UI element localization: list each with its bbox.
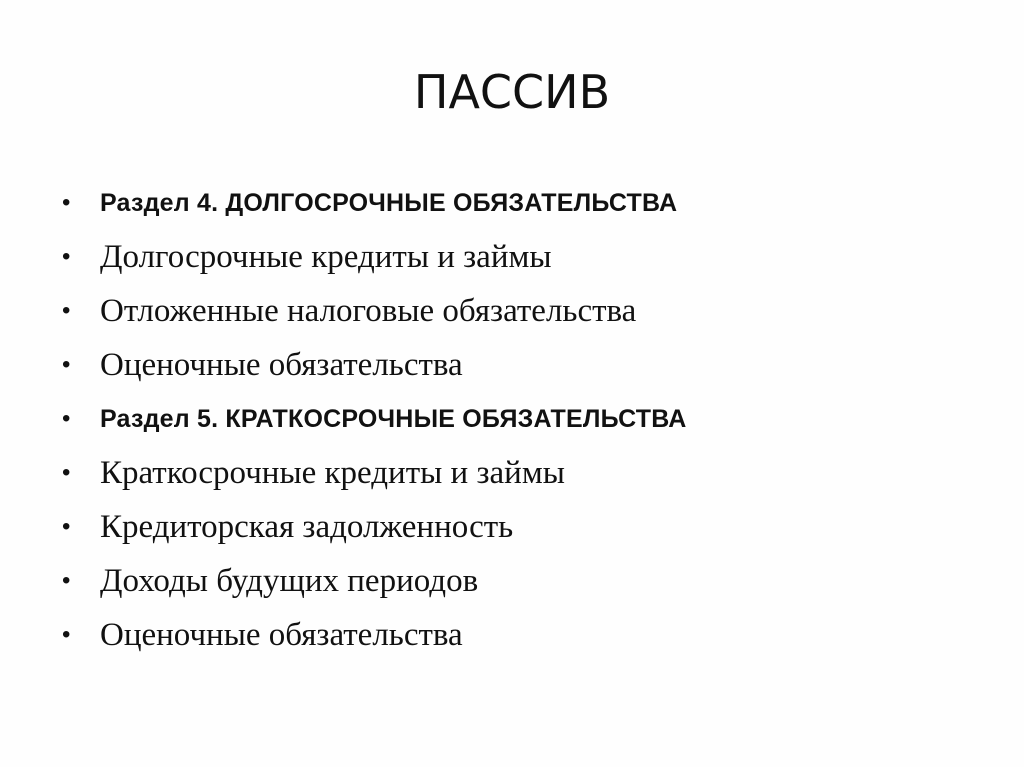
bullet-icon: • (62, 567, 71, 594)
bullet-icon: • (62, 459, 71, 486)
bullet-text: Краткосрочные кредиты и займы (100, 455, 565, 491)
bullet-text: Раздел 4. ДОЛГОСРОЧНЫЕ ОБЯЗАТЕЛЬСТВА (100, 189, 678, 217)
list-item (60, 230, 980, 284)
bullet-icon: • (62, 189, 71, 216)
bullet-text: Кредиторская задолженность (100, 509, 514, 545)
bullet-text: Раздел 5. КРАТКОСРОЧНЫЕ ОБЯЗАТЕЛЬСТВА (100, 405, 687, 433)
section-heading-short-term (60, 392, 980, 446)
bullet-text: Оценочные обязательства (100, 617, 463, 653)
bullet-text: Оценочные обязательства (100, 347, 463, 383)
list-item (60, 338, 980, 392)
bullet-list (60, 176, 980, 662)
section-heading-long-term (60, 176, 980, 230)
bullet-icon: • (62, 351, 71, 378)
bullet-text: Долгосрочные кредиты и займы (100, 239, 552, 275)
bullet-icon: • (62, 405, 71, 432)
bullet-icon: • (62, 513, 71, 540)
list-item (60, 500, 980, 554)
bullet-icon: • (62, 297, 71, 324)
list-item (60, 446, 980, 500)
list-item (60, 608, 980, 662)
bullet-icon: • (62, 243, 71, 270)
list-item (60, 554, 980, 608)
bullet-text: Доходы будущих периодов (100, 563, 479, 599)
bullet-icon: • (62, 621, 71, 648)
list-item (60, 284, 980, 338)
slide-title: ПАССИВ (413, 65, 611, 119)
bullet-text: Отложенные налоговые обязательства (100, 293, 637, 329)
